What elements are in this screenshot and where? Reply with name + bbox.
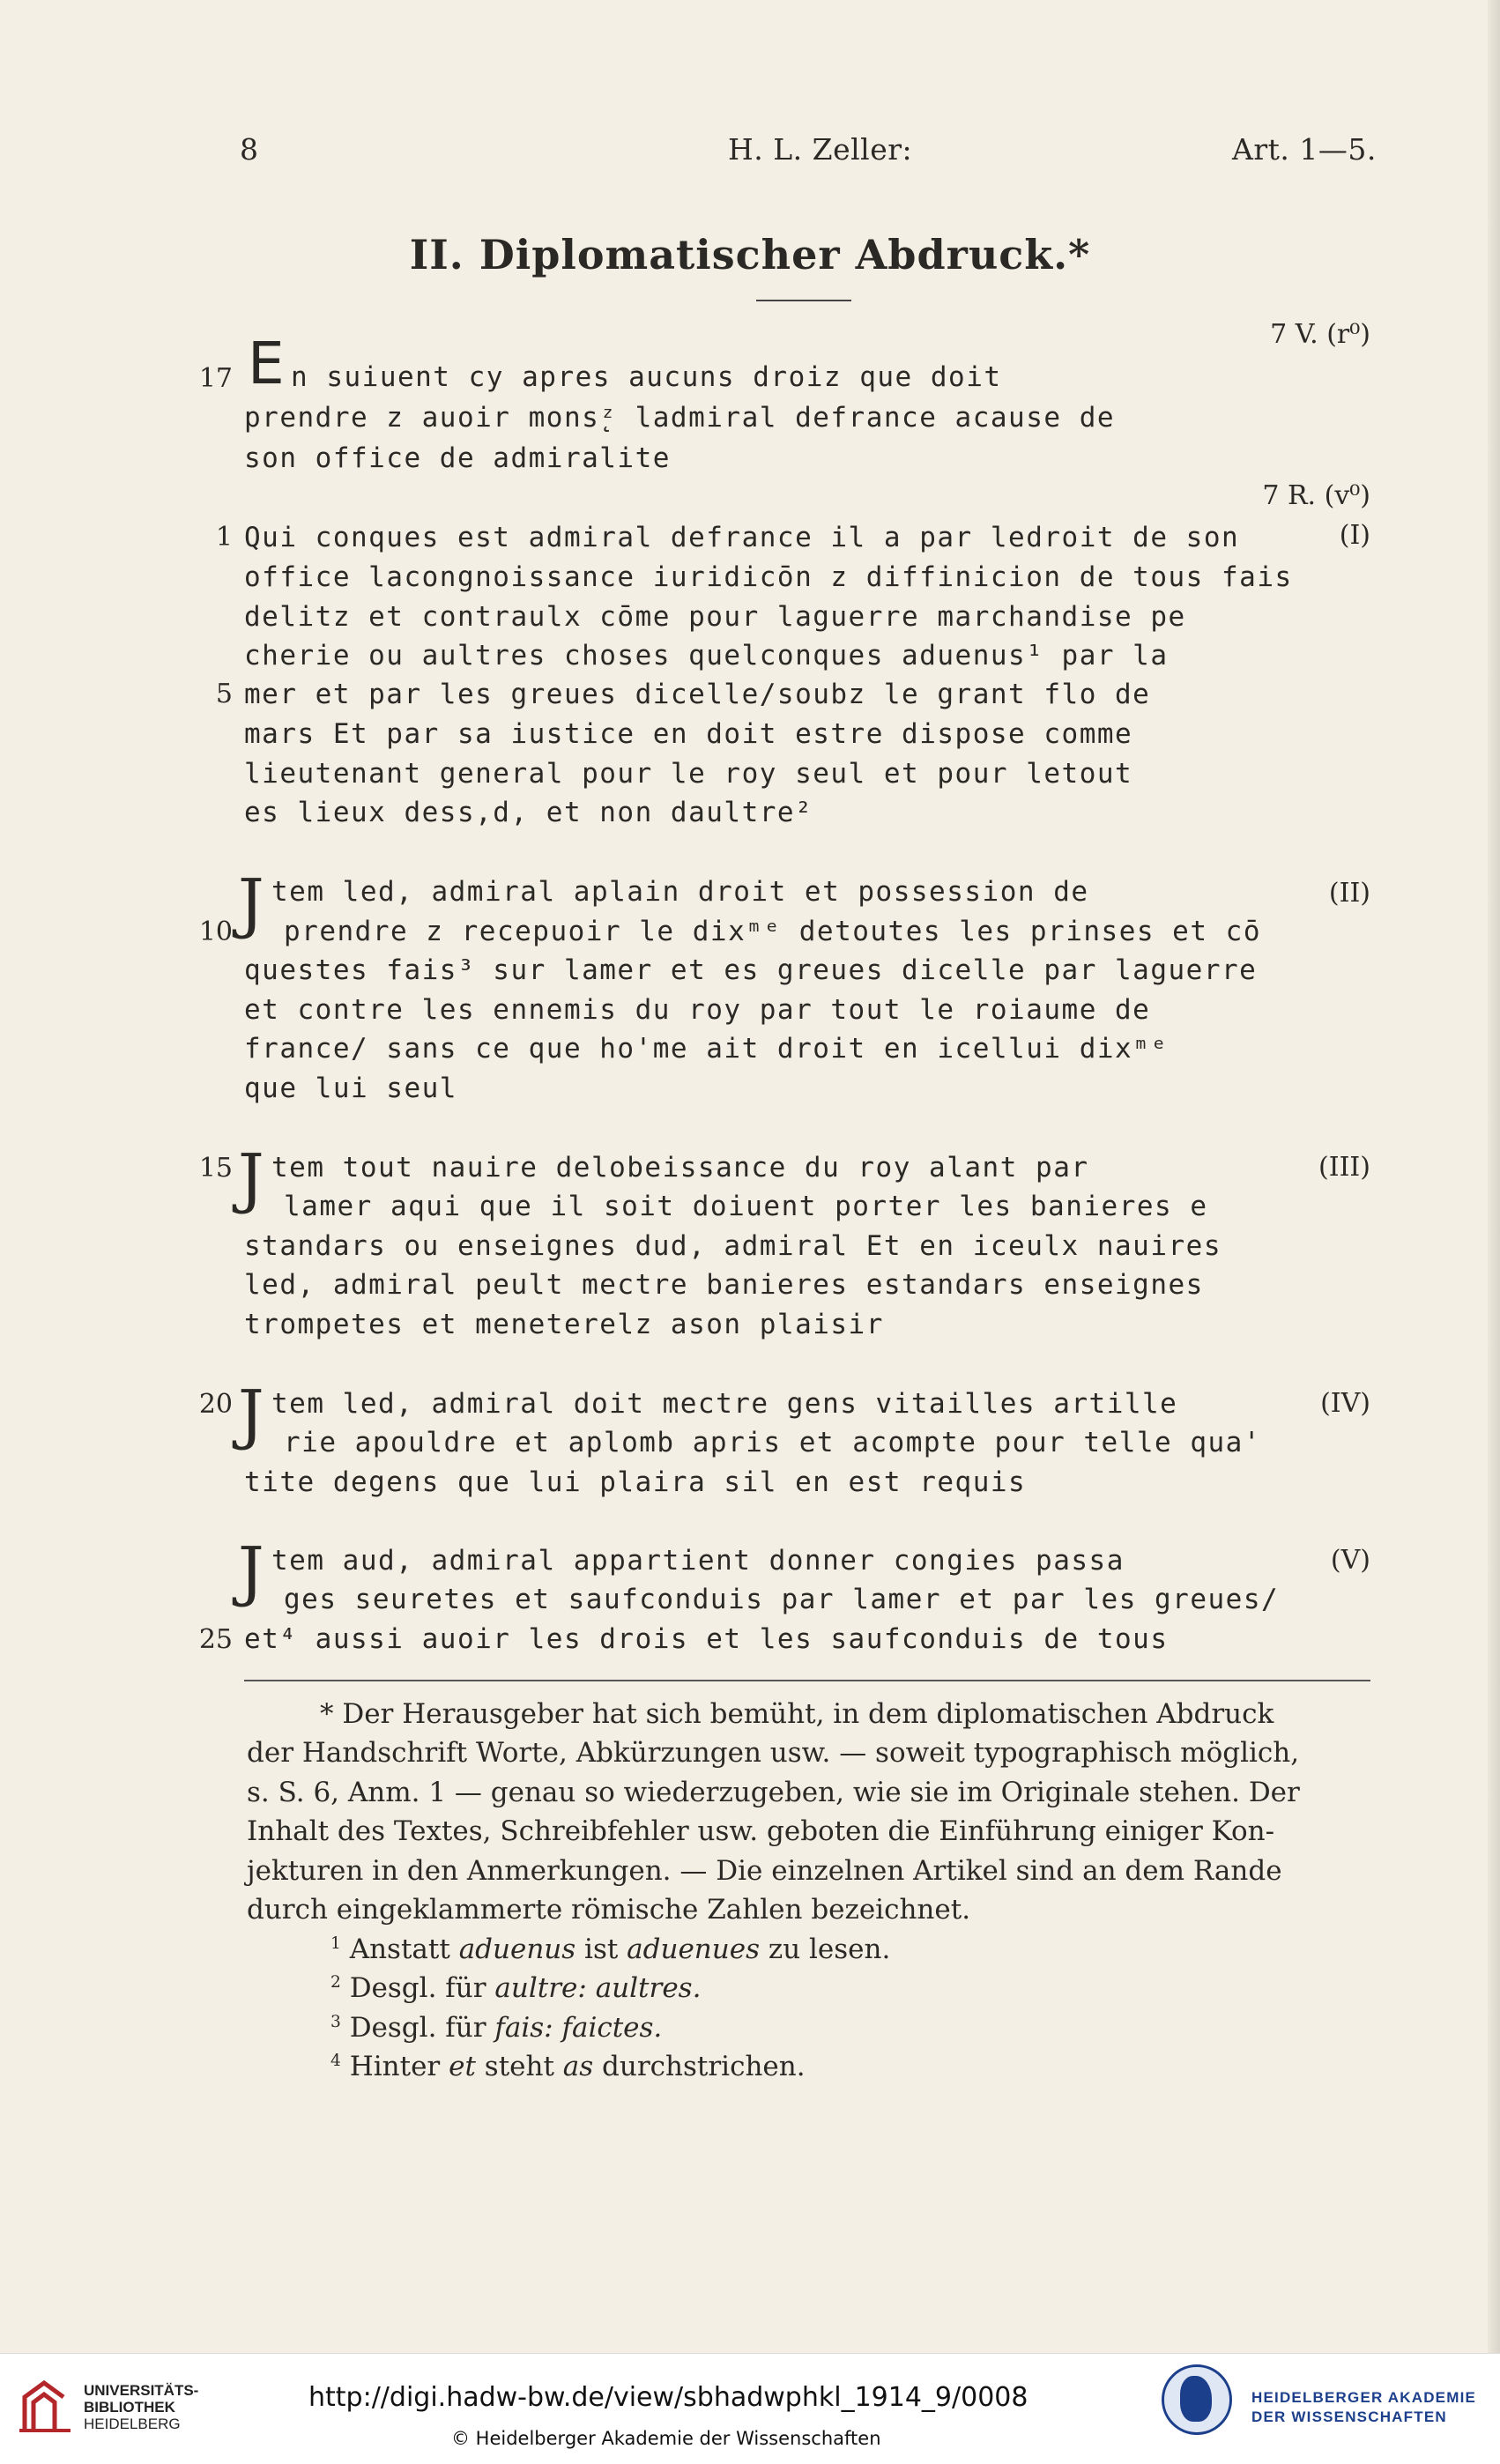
text-line: prendre z recepuoir le dixᵐᵉ detoutes les prinses et cō — [284, 916, 1261, 947]
footnote-divider — [244, 1680, 1370, 1681]
line-number: 10 — [198, 917, 233, 947]
text-line: lamer aqui que il soit doiuent porter les banieres e — [284, 1191, 1208, 1222]
section-title: II. Diplomatischer Abdruck.* — [409, 231, 1091, 278]
article-roman-3: (III) — [1318, 1152, 1370, 1183]
line-number: 20 — [198, 1389, 233, 1420]
article-roman-1: (I) — [1339, 520, 1370, 551]
permalink-url[interactable]: http://digi.hadw-bw.de/view/sbhadwphkl_1914_9/0008 — [308, 2382, 1028, 2413]
footnote-line: s. S. 6, Anm. 1 — genau so wiederzugeben, wie sie im Originale stehen. Der — [247, 1777, 1300, 1808]
footnote-line: * Der Herausgeber hat sich bemüht, in dem diplomatischen Abdruck — [320, 1698, 1274, 1730]
initial-letter: J — [238, 865, 264, 941]
folio-note-1: 7 V. (r⁰) — [1270, 319, 1370, 350]
text-line: led, admiral peult mectre banieres estandars enseignes — [244, 1269, 1204, 1301]
academy-seal-icon — [1162, 2364, 1232, 2435]
text-line: questes fais³ sur lamer et es greues dicelle par laguerre — [244, 954, 1258, 986]
text-line: ges seuretes et saufconduis par lamer et par les greues/ — [284, 1584, 1280, 1615]
text-line: es lieux dess,d, et non daultre² — [244, 797, 813, 828]
text-line: tem led, admiral doit mectre gens vitailles artille — [271, 1388, 1178, 1420]
text-line: france/ sans ce que ho'me ait droit en icellui dixᵐᵉ — [244, 1033, 1169, 1065]
text-line: standars ou enseignes dud, admiral Et en iceulx nauires — [244, 1230, 1222, 1262]
text-line: tem tout nauire delobeissance du roy alant par — [271, 1152, 1089, 1184]
line-number: 5 — [215, 679, 233, 709]
text-line: lieutenant general pour le roy seul et pour letout — [244, 758, 1133, 790]
initial-letter: J — [238, 1533, 264, 1609]
text-line: delitz et contraulx cōme pour laguerre marchandise pe — [244, 601, 1186, 633]
footnote-line: durch eingeklammerte römische Zahlen bezeichnet. — [247, 1894, 971, 1926]
article-roman-5: (V) — [1330, 1545, 1370, 1576]
text-line: tite degens que lui plaira sil en est requis — [244, 1466, 1027, 1498]
footnote-line: jekturen in den Anmerkungen. — Die einzelnen Artikel sind an dem Rande — [247, 1855, 1282, 1887]
university-library-name: UNIVERSITÄTS- BIBLIOTHEK HEIDELBERG — [84, 2382, 199, 2432]
text-line: que lui seul — [244, 1072, 457, 1104]
text-line: et⁴ aussi auoir les drois et les saufconduis de tous — [244, 1623, 1169, 1655]
footnote-3: $^3$ Desgl. für fais: faictes. — [330, 2012, 663, 2044]
page-number: 8 — [240, 132, 259, 167]
university-library-logo-icon — [18, 2378, 74, 2436]
line-number: 17 — [198, 363, 233, 394]
text-line: n suiuent cy apres aucuns droiz que doit — [291, 361, 1002, 393]
page-edge — [1488, 0, 1500, 2353]
folio-note-2: 7 R. (v⁰) — [1262, 480, 1370, 511]
running-head-articles: Art. 1—5. — [1232, 132, 1377, 167]
text-line: tem aud, admiral appartient donner congies passa — [271, 1545, 1125, 1577]
text-line: tem led, admiral aplain droit et possession de — [271, 876, 1089, 908]
initial-letter: J — [238, 1140, 264, 1216]
text-line: et contre les ennemis du roy par tout le roiaume de — [244, 994, 1151, 1026]
text-line: mer et par les greues dicelle/soubz le grant flo de — [244, 679, 1151, 710]
text-line: son office de admiralite — [244, 442, 671, 474]
footnote-4: $^4$ Hinter et steht as durchstrichen. — [330, 2051, 806, 2082]
title-divider — [756, 300, 851, 301]
line-number: 1 — [215, 522, 233, 553]
text-line: rie apouldre et aplomb apris et acompte pour telle qua' — [284, 1427, 1261, 1458]
text-line: cherie ou aultres choses quelconques aduenus¹ par la — [244, 640, 1169, 672]
footnote-line: Inhalt des Textes, Schreibfehler usw. geboten die Einführung einiger Kon- — [247, 1815, 1275, 1847]
text-line: prendre z auoir mons̨ᶻ ladmiral defrance acause de — [244, 402, 1116, 434]
footnote-2: $^2$ Desgl. für aultre: aultres. — [330, 1972, 702, 2004]
footnote-line: der Handschrift Worte, Abkürzungen usw. — soweit typographisch möglich, — [247, 1737, 1300, 1769]
initial-letter: E — [248, 330, 285, 397]
copyright-notice: © Heidelberger Akademie der Wissenschaften — [451, 2428, 881, 2449]
line-number: 25 — [198, 1624, 233, 1655]
running-head-author: H. L. Zeller: — [728, 132, 913, 167]
article-roman-2: (II) — [1328, 878, 1370, 909]
footnote-1: $^1$ Anstatt aduenus ist aduenues zu lesen. — [330, 1933, 891, 1965]
academy-name: HEIDELBERGER AKADEMIE DER WISSENSCHAFTEN — [1251, 2389, 1477, 2425]
text-line: trompetes et meneterelz ason plaisir — [244, 1309, 884, 1340]
article-roman-4: (IV) — [1320, 1388, 1370, 1419]
text-line: Qui conques est admiral defrance il a par ledroit de son — [244, 522, 1240, 553]
text-line: mars Et par sa iustice en doit estre dispose comme — [244, 718, 1133, 750]
text-line: office lacongnoissance iuridicōn z diffinicion de tous fais — [244, 561, 1293, 593]
initial-letter: J — [238, 1377, 264, 1452]
line-number: 15 — [198, 1153, 233, 1184]
